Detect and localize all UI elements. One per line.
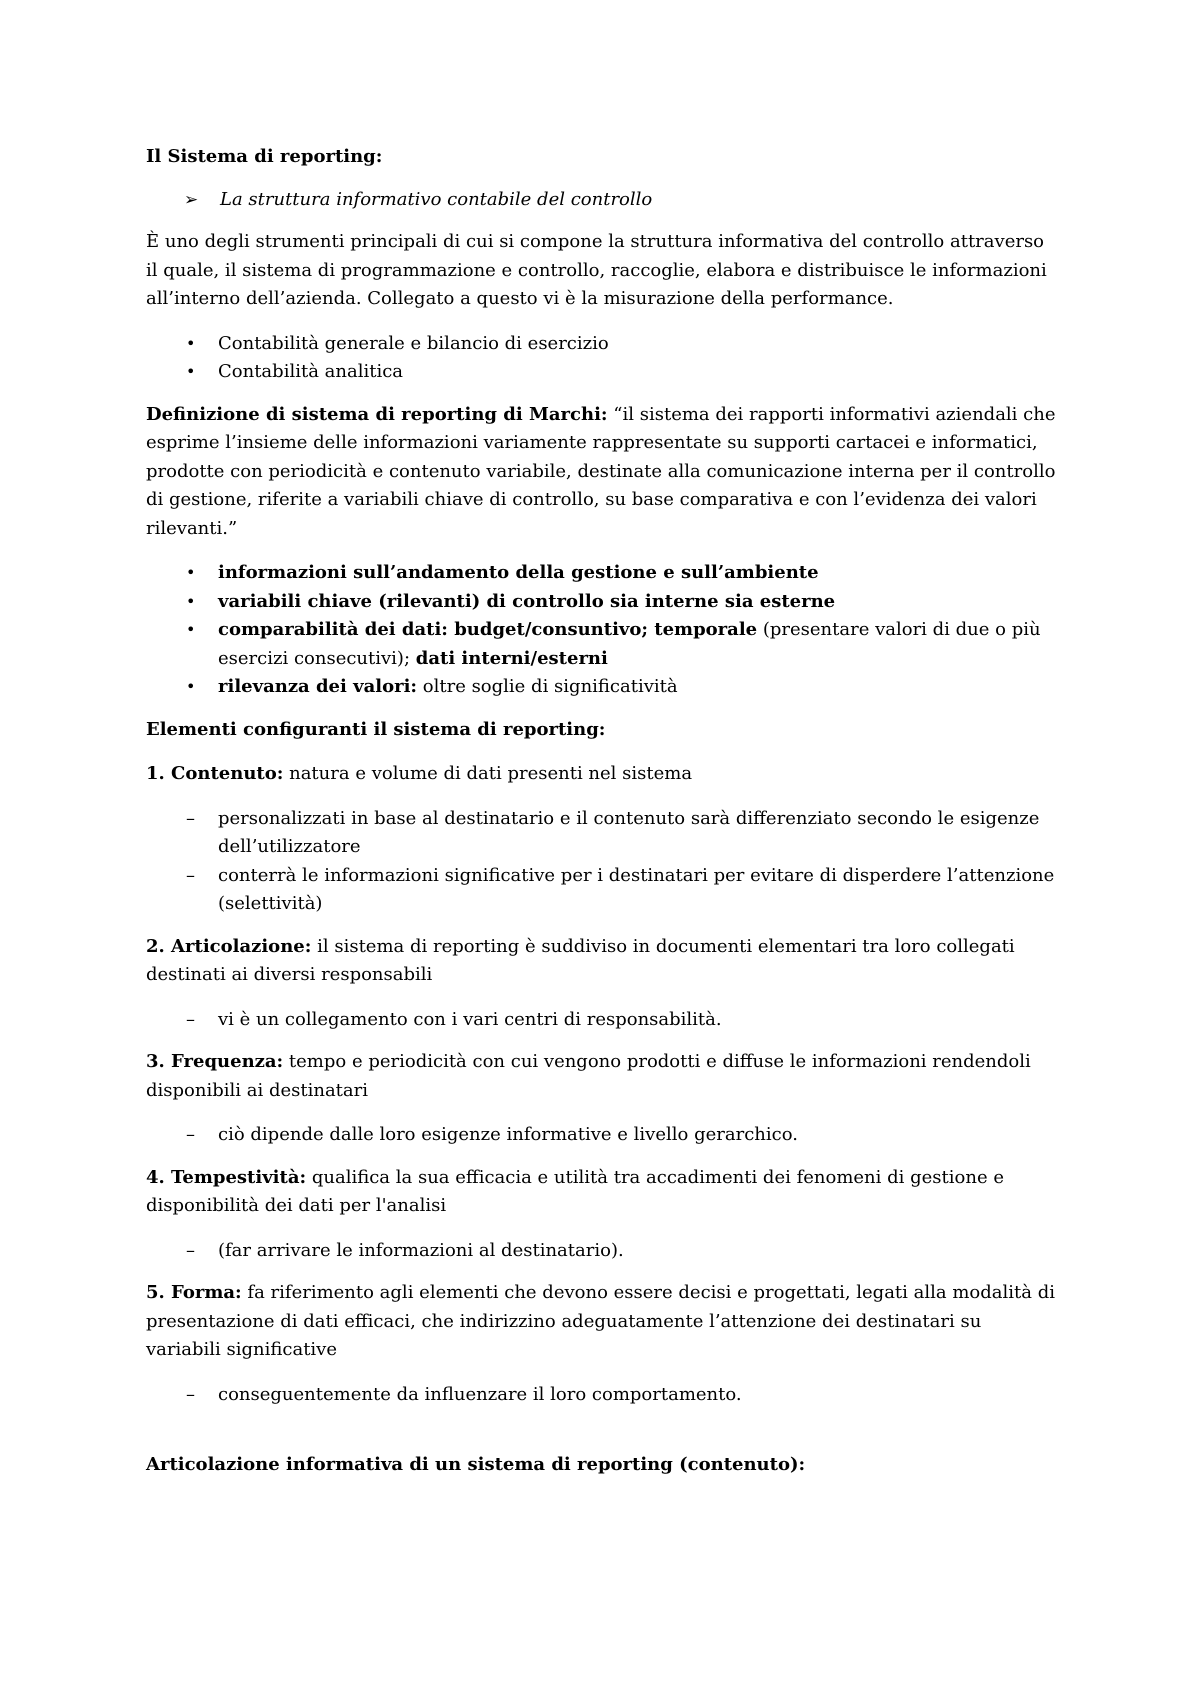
bullet-icon: •	[186, 677, 196, 696]
dash-icon: –	[186, 864, 195, 886]
intro-paragraph: È uno degli strumenti principali di cui si compone la struttura informativa del controllo attraverso il quale, il sistema di programmazione e controllo, raccoglie, elabora e distribuisce le informazioni all’interno dell’azienda. Collegato a questo vi è la misurazione della performance.	[146, 231, 1047, 309]
section-tempestivita-list	[146, 1237, 1060, 1266]
section-contenuto-list	[146, 805, 1060, 919]
list-item-text: personalizzati in base al destinatario e il contenuto sarà differenziato secondo le esigenze dell’utilizzatore	[218, 807, 1040, 857]
list-item	[146, 673, 1060, 702]
section-forma-list	[146, 1381, 1060, 1410]
definition-paragraph	[146, 401, 1060, 544]
list-item-bold: comparabilità dei dati: budget/consuntivo; temporale	[218, 619, 758, 640]
list-item	[146, 1006, 1060, 1035]
bullet-icon: •	[186, 563, 196, 582]
bullet-icon: •	[186, 333, 196, 353]
section-label: 3. Frequenza:	[146, 1051, 284, 1072]
section-articolazione-list	[146, 1006, 1060, 1035]
list-item-text	[218, 616, 1060, 673]
dash-icon: –	[186, 1008, 195, 1030]
section-label: 4. Tempestività:	[146, 1166, 307, 1188]
dash-icon: –	[186, 1239, 195, 1261]
final-heading: Articolazione informativa di un sistema di reporting (contenuto):	[146, 1454, 806, 1475]
blank-line	[146, 1423, 1060, 1451]
list-item-plain: (presentare valori di due o più esercizi consecutivi);	[218, 619, 1041, 669]
list-item	[146, 358, 1060, 387]
list-item	[146, 805, 1060, 862]
definition-text: “il sistema dei rapporti informativi aziendali che esprime l’insieme delle informazioni variamente rappresentate su supporti cartacei e informatici, prodotte con periodicità e contenuto variabile, destinate alla comunicazione interna per il controllo di gestione, riferite a variabili chiave di controllo, su base comparativa e con l’evidenza dei valori rilevanti.”	[146, 403, 1056, 539]
accounting-list	[146, 330, 1060, 387]
elements-heading: Elementi configuranti il sistema di reporting:	[146, 718, 606, 740]
section-frequenza-list	[146, 1121, 1060, 1150]
list-item-plain: oltre soglie di significatività	[417, 676, 678, 697]
list-item-text: conterrà le informazioni significative per i destinatari per evitare di disperdere l’attenzione (selettività)	[218, 864, 1055, 914]
list-item-text	[218, 673, 1060, 702]
section-frequenza	[146, 1048, 1060, 1105]
list-item-bold: rilevanza dei valori:	[218, 676, 418, 697]
list-item-text: (far arrivare le informazioni al destinatario).	[218, 1239, 624, 1261]
dash-icon: –	[186, 1124, 195, 1145]
characteristics-list	[146, 559, 1060, 702]
section-text: il sistema di reporting è suddiviso in documenti elementari tra loro collegati destinati ai diversi responsabili	[146, 935, 1015, 985]
list-item-bold: dati interni/esterni	[415, 647, 608, 669]
dash-icon: –	[186, 1383, 195, 1405]
list-item	[146, 559, 1060, 588]
bullet-icon: •	[186, 591, 196, 611]
section-text: fa riferimento agli elementi che devono essere decisi e progettati, legati alla modalità di presentazione di dati efficaci, che indirizzino adeguatamente l’attenzione dei destinatari su variabili significative	[146, 1282, 1055, 1360]
dash-icon: –	[186, 807, 195, 829]
section-forma	[146, 1279, 1060, 1365]
list-item-text: variabili chiave (rilevanti) di controllo sia interne sia esterne	[218, 590, 836, 612]
list-item-text: vi è un collegamento con i vari centri di responsabilità.	[218, 1008, 722, 1030]
list-item	[146, 330, 1060, 359]
section-tempestivita	[146, 1164, 1060, 1221]
list-item	[146, 1121, 1060, 1150]
list-item	[146, 616, 1060, 673]
section-contenuto	[146, 760, 1060, 789]
section-text: qualifica la sua efficacia e utilità tra accadimenti dei fenomeni di gestione e disponibilità dei dati per l'analisi	[146, 1166, 1004, 1216]
bullet-icon: •	[186, 620, 196, 639]
section-label: 2. Articolazione:	[146, 935, 312, 957]
bullet-icon: •	[186, 362, 196, 381]
section-label: 1. Contenuto:	[146, 763, 284, 784]
list-item-text: ciò dipende dalle loro esigenze informative e livello gerarchico.	[218, 1124, 798, 1145]
list-item-text: Contabilità generale e bilancio di esercizio	[218, 332, 609, 354]
list-item	[146, 588, 1060, 617]
section-text: natura e volume di dati presenti nel sistema	[283, 763, 693, 784]
section-label: 5. Forma:	[146, 1282, 242, 1303]
arrow-bullet-icon: ➢	[184, 189, 199, 210]
list-item-text: Contabilità analitica	[218, 361, 404, 382]
definition-label: Definizione di sistema di reporting di Marchi:	[146, 403, 608, 425]
section-articolazione	[146, 933, 1060, 990]
list-item	[146, 1237, 1060, 1266]
arrow-list-item	[146, 186, 1060, 215]
list-item-text: conseguentemente da influenzare il loro comportamento.	[218, 1383, 742, 1405]
arrow-subtitle: La struttura informativo contabile del controllo	[220, 188, 653, 210]
list-item	[146, 862, 1060, 919]
section-text: tempo e periodicità con cui vengono prodotti e diffuse le informazioni rendendoli disponibili ai destinatari	[146, 1051, 1031, 1101]
list-item-text: informazioni sull’andamento della gestione e sull’ambiente	[218, 562, 819, 583]
document-title: Il Sistema di reporting:	[146, 146, 383, 167]
list-item	[146, 1381, 1060, 1410]
